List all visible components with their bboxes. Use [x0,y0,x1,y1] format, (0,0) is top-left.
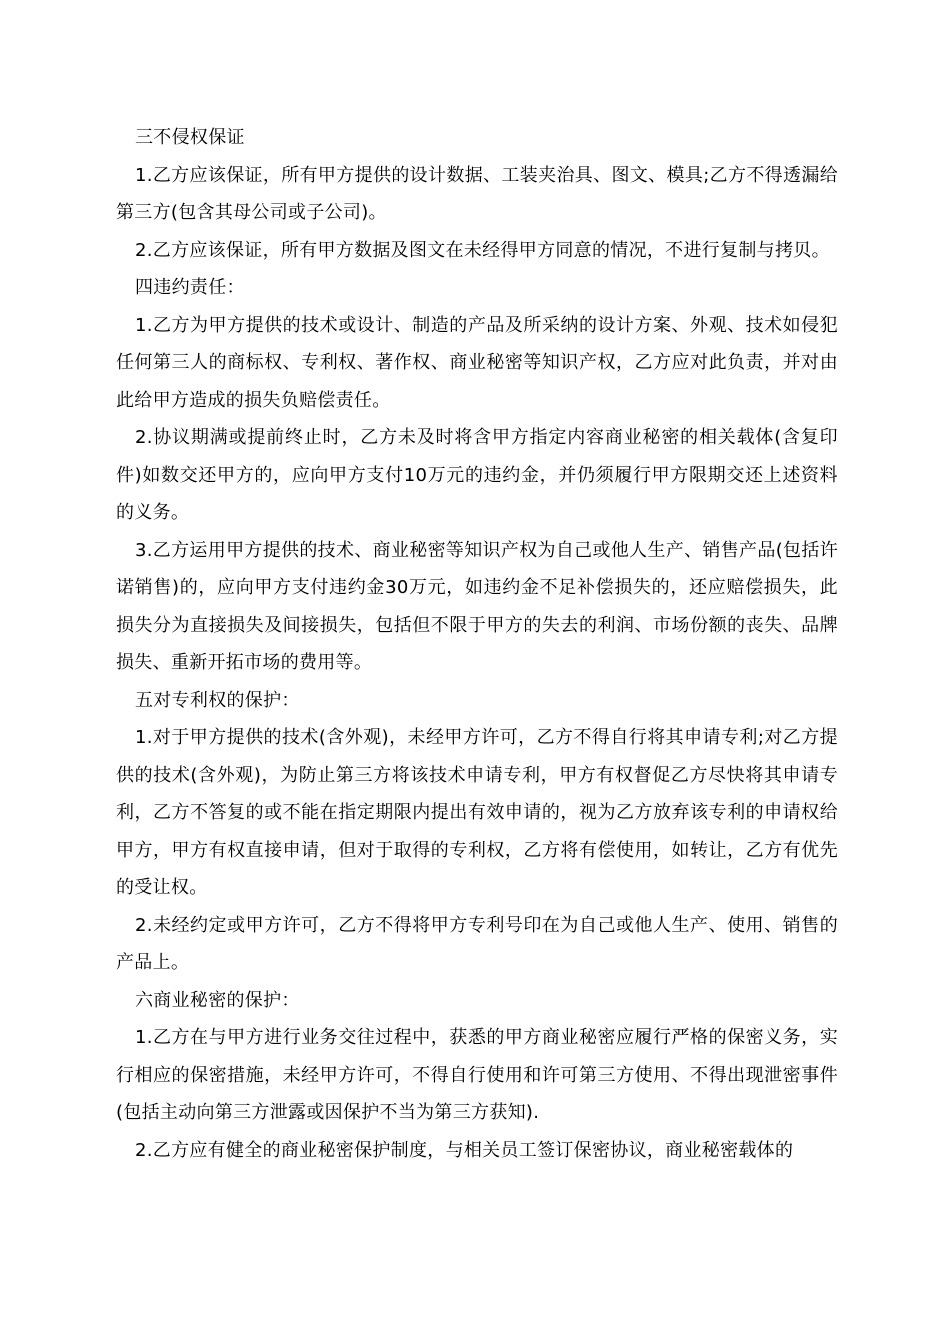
paragraph: 1.乙方为甲方提供的技术或设计、制造的产品及所采纳的设计方案、外观、技术如侵犯任何第三人的商标权、专利权、著作权、商业秘密等知识产权，乙方应对此负责，并对由此给甲方造成的损失负赔偿责任。 [116,314,838,411]
section-heading-non-infringement: 三不侵权保证 [135,127,245,148]
document-body [116,119,838,1169]
paragraph: 2.乙方应有健全的商业秘密保护制度，与相关员工签订保密协议，商业秘密载体的 [135,1139,794,1161]
section-heading-trade-secret: 六商业秘密的保护： [135,989,300,1011]
paragraph: 1.对于甲方提供的技术(含外观)，未经甲方许可，乙方不得自行将其申请专利;对乙方提供的技术(含外观)，为防止第三方将该技术申请专利，甲方有权督促乙方尽快将其申请专利，乙方不答复的或不能在指定期限内提出有效申请的，视为乙方放弃该专利的申请权给甲方，甲方有权直接申请，但对于取得的专利权，乙方将有偿使用，如转让，乙方有优先的受让权。 [116,727,838,898]
paragraph: 2.协议期满或提前终止时，乙方未及时将含甲方指定内容商业秘密的相关载体(含复印件)如数交还甲方的，应向甲方支付10万元的违约金，并仍须履行甲方限期交还上述资料的义务。 [116,427,838,523]
paragraph: 2.未经约定或甲方许可，乙方不得将甲方专利号印在为自己或他人生产、使用、销售的产品上。 [116,914,838,973]
paragraph: 1.乙方应该保证，所有甲方提供的设计数据、工装夹治具、图文、模具;乙方不得透漏给第三方(包含其母公司或子公司)。 [116,164,838,223]
paragraph: 1.乙方在与甲方进行业务交往过程中，获悉的甲方商业秘密应履行严格的保密义务，实行相应的保密措施，未经甲方许可，不得自行使用和许可第三方使用、不得出现泄密事件(包括主动向第三方泄露或因保护不当为第三方获知). [116,1027,838,1123]
section-heading-liability: 四违约责任： [135,277,245,298]
paragraph: 2.乙方应该保证，所有甲方数据及图文在未经得甲方同意的情况，不进行复制与拷贝。 [135,239,830,261]
section-heading-patent: 五对专利权的保护： [135,689,300,711]
paragraph: 3.乙方运用甲方提供的技术、商业秘密等知识产权为自己或他人生产、销售产品(包括许诺销售)的，应向甲方支付违约金30万元，如违约金不足补偿损失的，还应赔偿损失，此损失分为直接损失及间接损失，包括但不限于甲方的失去的利润、市场份额的丧失、品牌损失、重新开拓市场的费用等。 [116,539,838,673]
